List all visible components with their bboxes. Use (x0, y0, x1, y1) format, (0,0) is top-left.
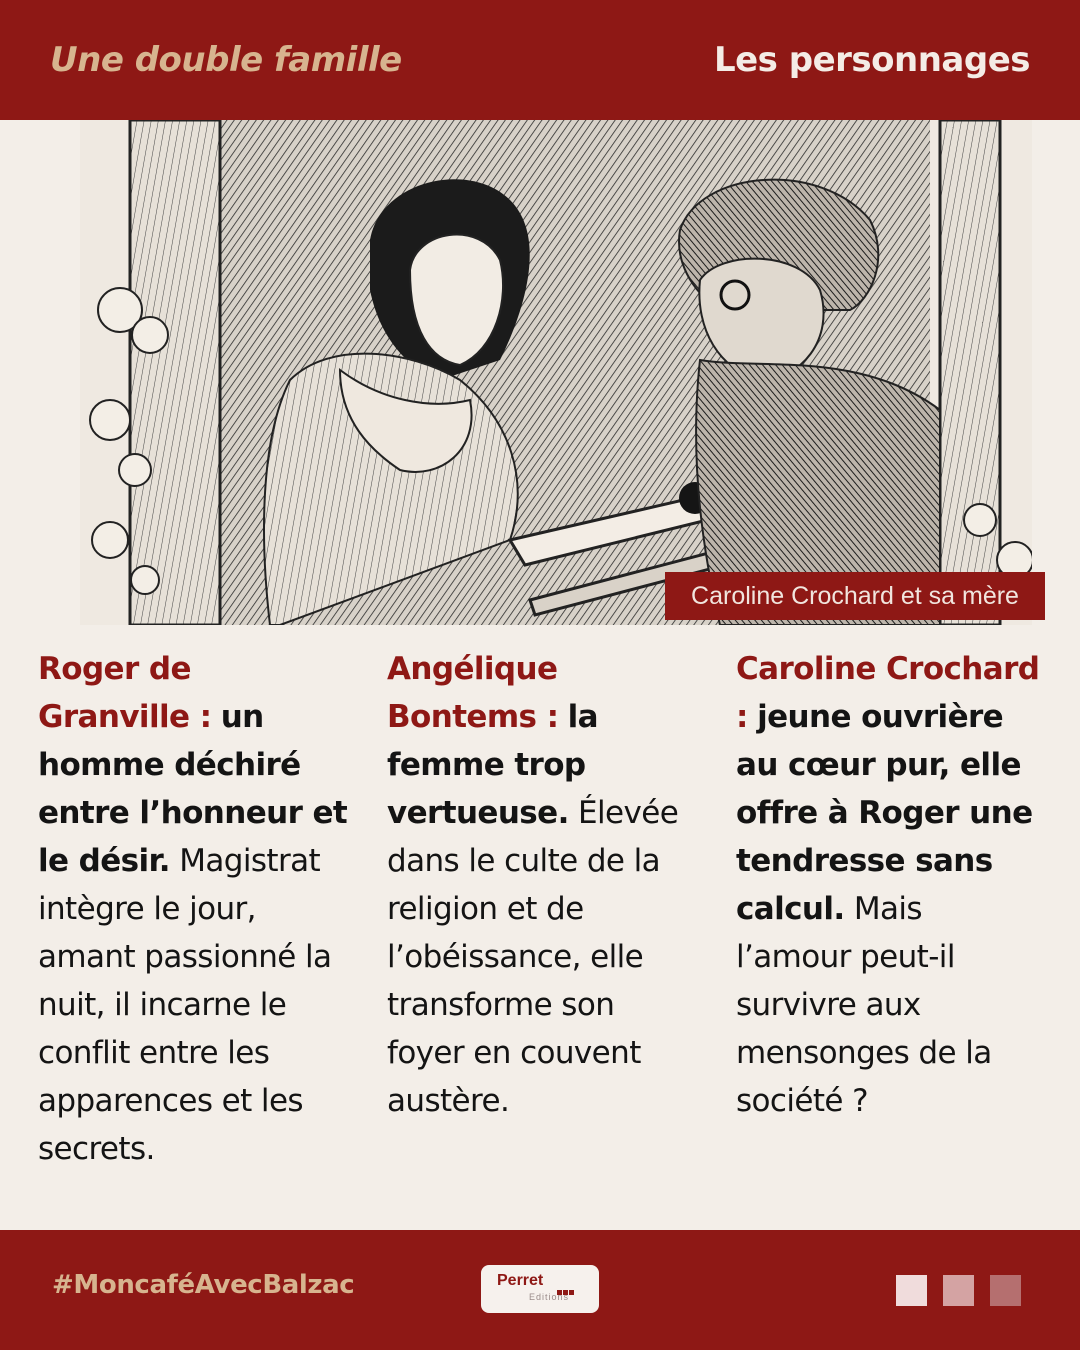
character-description: Mais l’amour peut-il survivre aux mensonges de la société ? (736, 891, 992, 1119)
page-square-2 (943, 1275, 974, 1306)
character-card-roger (38, 645, 348, 1173)
character-tagline: jeune ouvrière au cœur pur, elle offre à Roger une tendresse sans calcul. (736, 699, 1033, 927)
character-name: Roger de Granville : (38, 651, 212, 735)
header-bar (0, 0, 1080, 120)
character-name: Angélique Bontems : (387, 651, 559, 735)
character-description: Magistrat intègre le jour, amant passionné la nuit, il incarne le conflit entre les apparences et les secrets. (38, 843, 332, 1167)
character-card-caroline (736, 645, 1046, 1125)
page-square-1 (896, 1275, 927, 1306)
hashtag: #MoncaféAvecBalzac (52, 1270, 355, 1300)
logo-wordmark: Perret (497, 1272, 544, 1289)
page-square-3 (990, 1275, 1021, 1306)
character-tagline: un homme déchiré entre l’honneur et le désir. (38, 699, 348, 879)
character-tagline: la femme trop vertueuse. (387, 699, 599, 831)
character-name: Caroline Crochard : (736, 651, 1040, 735)
character-description: Élevée dans le culte de la religion et de l’obéissance, elle transforme son foyer en couvent austère. (387, 795, 679, 1119)
pagination-indicator (896, 1275, 1032, 1310)
character-card-angelique (387, 645, 697, 1125)
image-caption: Caroline Crochard et sa mère (665, 572, 1045, 620)
logo-subtitle: Editions (529, 1292, 570, 1302)
footer-bar (0, 1230, 1080, 1350)
engraving-image (80, 120, 1032, 625)
engraving-illustration (80, 120, 1032, 625)
book-title: Une double famille (50, 40, 402, 80)
publisher-logo (481, 1265, 599, 1313)
section-title: Les personnages (713, 40, 1030, 80)
